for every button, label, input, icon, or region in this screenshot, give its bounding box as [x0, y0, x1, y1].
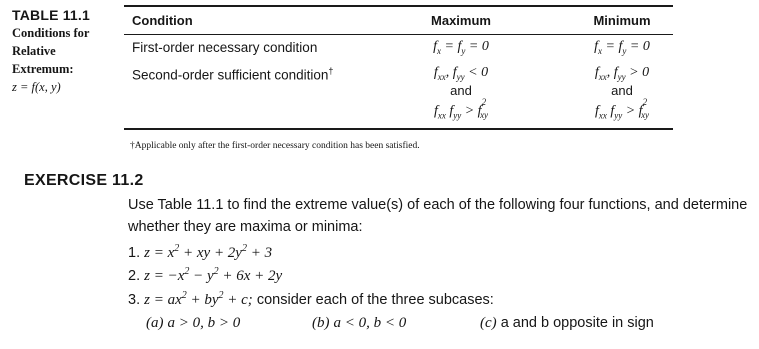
subcase-text: a < 0, b < 0	[333, 315, 407, 331]
table-bottom-rule	[124, 128, 673, 130]
row2-maximum-and: and	[450, 83, 472, 98]
row1-maximum: $f_x = f_y = 0$	[433, 39, 489, 56]
row1-minimum: $f_x = f_y = 0$	[594, 39, 650, 56]
table-top-rule	[124, 5, 673, 7]
caption-line-3: Extremum:	[12, 62, 74, 76]
caption-line-1: Conditions for	[12, 26, 90, 40]
row1-condition: First-order necessary condition	[132, 40, 318, 55]
row2-condition	[132, 66, 333, 83]
subcase-label: (c)	[480, 315, 497, 331]
exercise-item-2: 2. $z = -x^2 - y^2 + 6x + 2y$	[128, 266, 283, 284]
caption-line-2: Relative	[12, 44, 56, 58]
exercise-item-3: 3. $z = ax^2 + by^2 + c$; consider each of the three subcases:	[128, 290, 494, 308]
item-number: 2.	[128, 268, 141, 284]
exercise-instructions: Use Table 11.1 to find the extreme value(s) of each of the following four functions, and determine whether they are maxima or minima:	[128, 197, 748, 235]
subcase-text: a and b opposite in sign	[500, 315, 654, 331]
dagger-mark: †	[328, 66, 334, 76]
item-number: 3.	[128, 292, 141, 308]
subcase-a	[146, 315, 240, 332]
header-maximum: Maximum	[431, 13, 491, 28]
item-number: 1.	[128, 245, 141, 261]
row2-condition-text: Second-order sufficient condition	[132, 67, 329, 83]
exercise-title: EXERCISE 11.2	[24, 172, 144, 189]
item-3-text: consider each of the three subcases:	[252, 292, 494, 308]
row2-minimum-and: and	[611, 83, 633, 98]
table-caption-block	[12, 6, 124, 96]
subcase-text: a > 0, b > 0	[167, 315, 241, 331]
row2-maximum-line1: $f_{xx}$, $f_{yy} < 0$	[433, 65, 489, 82]
table-header-rule	[124, 34, 673, 35]
subcase-label: (a)	[146, 315, 164, 331]
table-number: TABLE 11.1	[12, 7, 90, 23]
table-footnote: †Applicable only after the first-order necessary condition has been satisfied.	[130, 141, 420, 151]
header-minimum: Minimum	[593, 13, 651, 28]
subcase-label: (b)	[312, 315, 330, 331]
header-condition: Condition	[132, 13, 193, 28]
subcase-b	[312, 315, 406, 332]
caption-function: z = f(x, y)	[12, 80, 61, 94]
row2-minimum-line3: $f_{xx}$ $f_{yy} > f^2_{xy}$	[594, 97, 650, 121]
exercise-item-1: 1. $z = x^2$ + xy + $2y^2 + 3$	[128, 243, 273, 261]
row2-maximum-line3: $f_{xx}$ $f_{yy} > f^2_{xy}$	[433, 97, 489, 121]
subcase-c	[480, 315, 654, 332]
row2-minimum-line1: $f_{xx}$, $f_{yy} > 0$	[594, 65, 650, 82]
